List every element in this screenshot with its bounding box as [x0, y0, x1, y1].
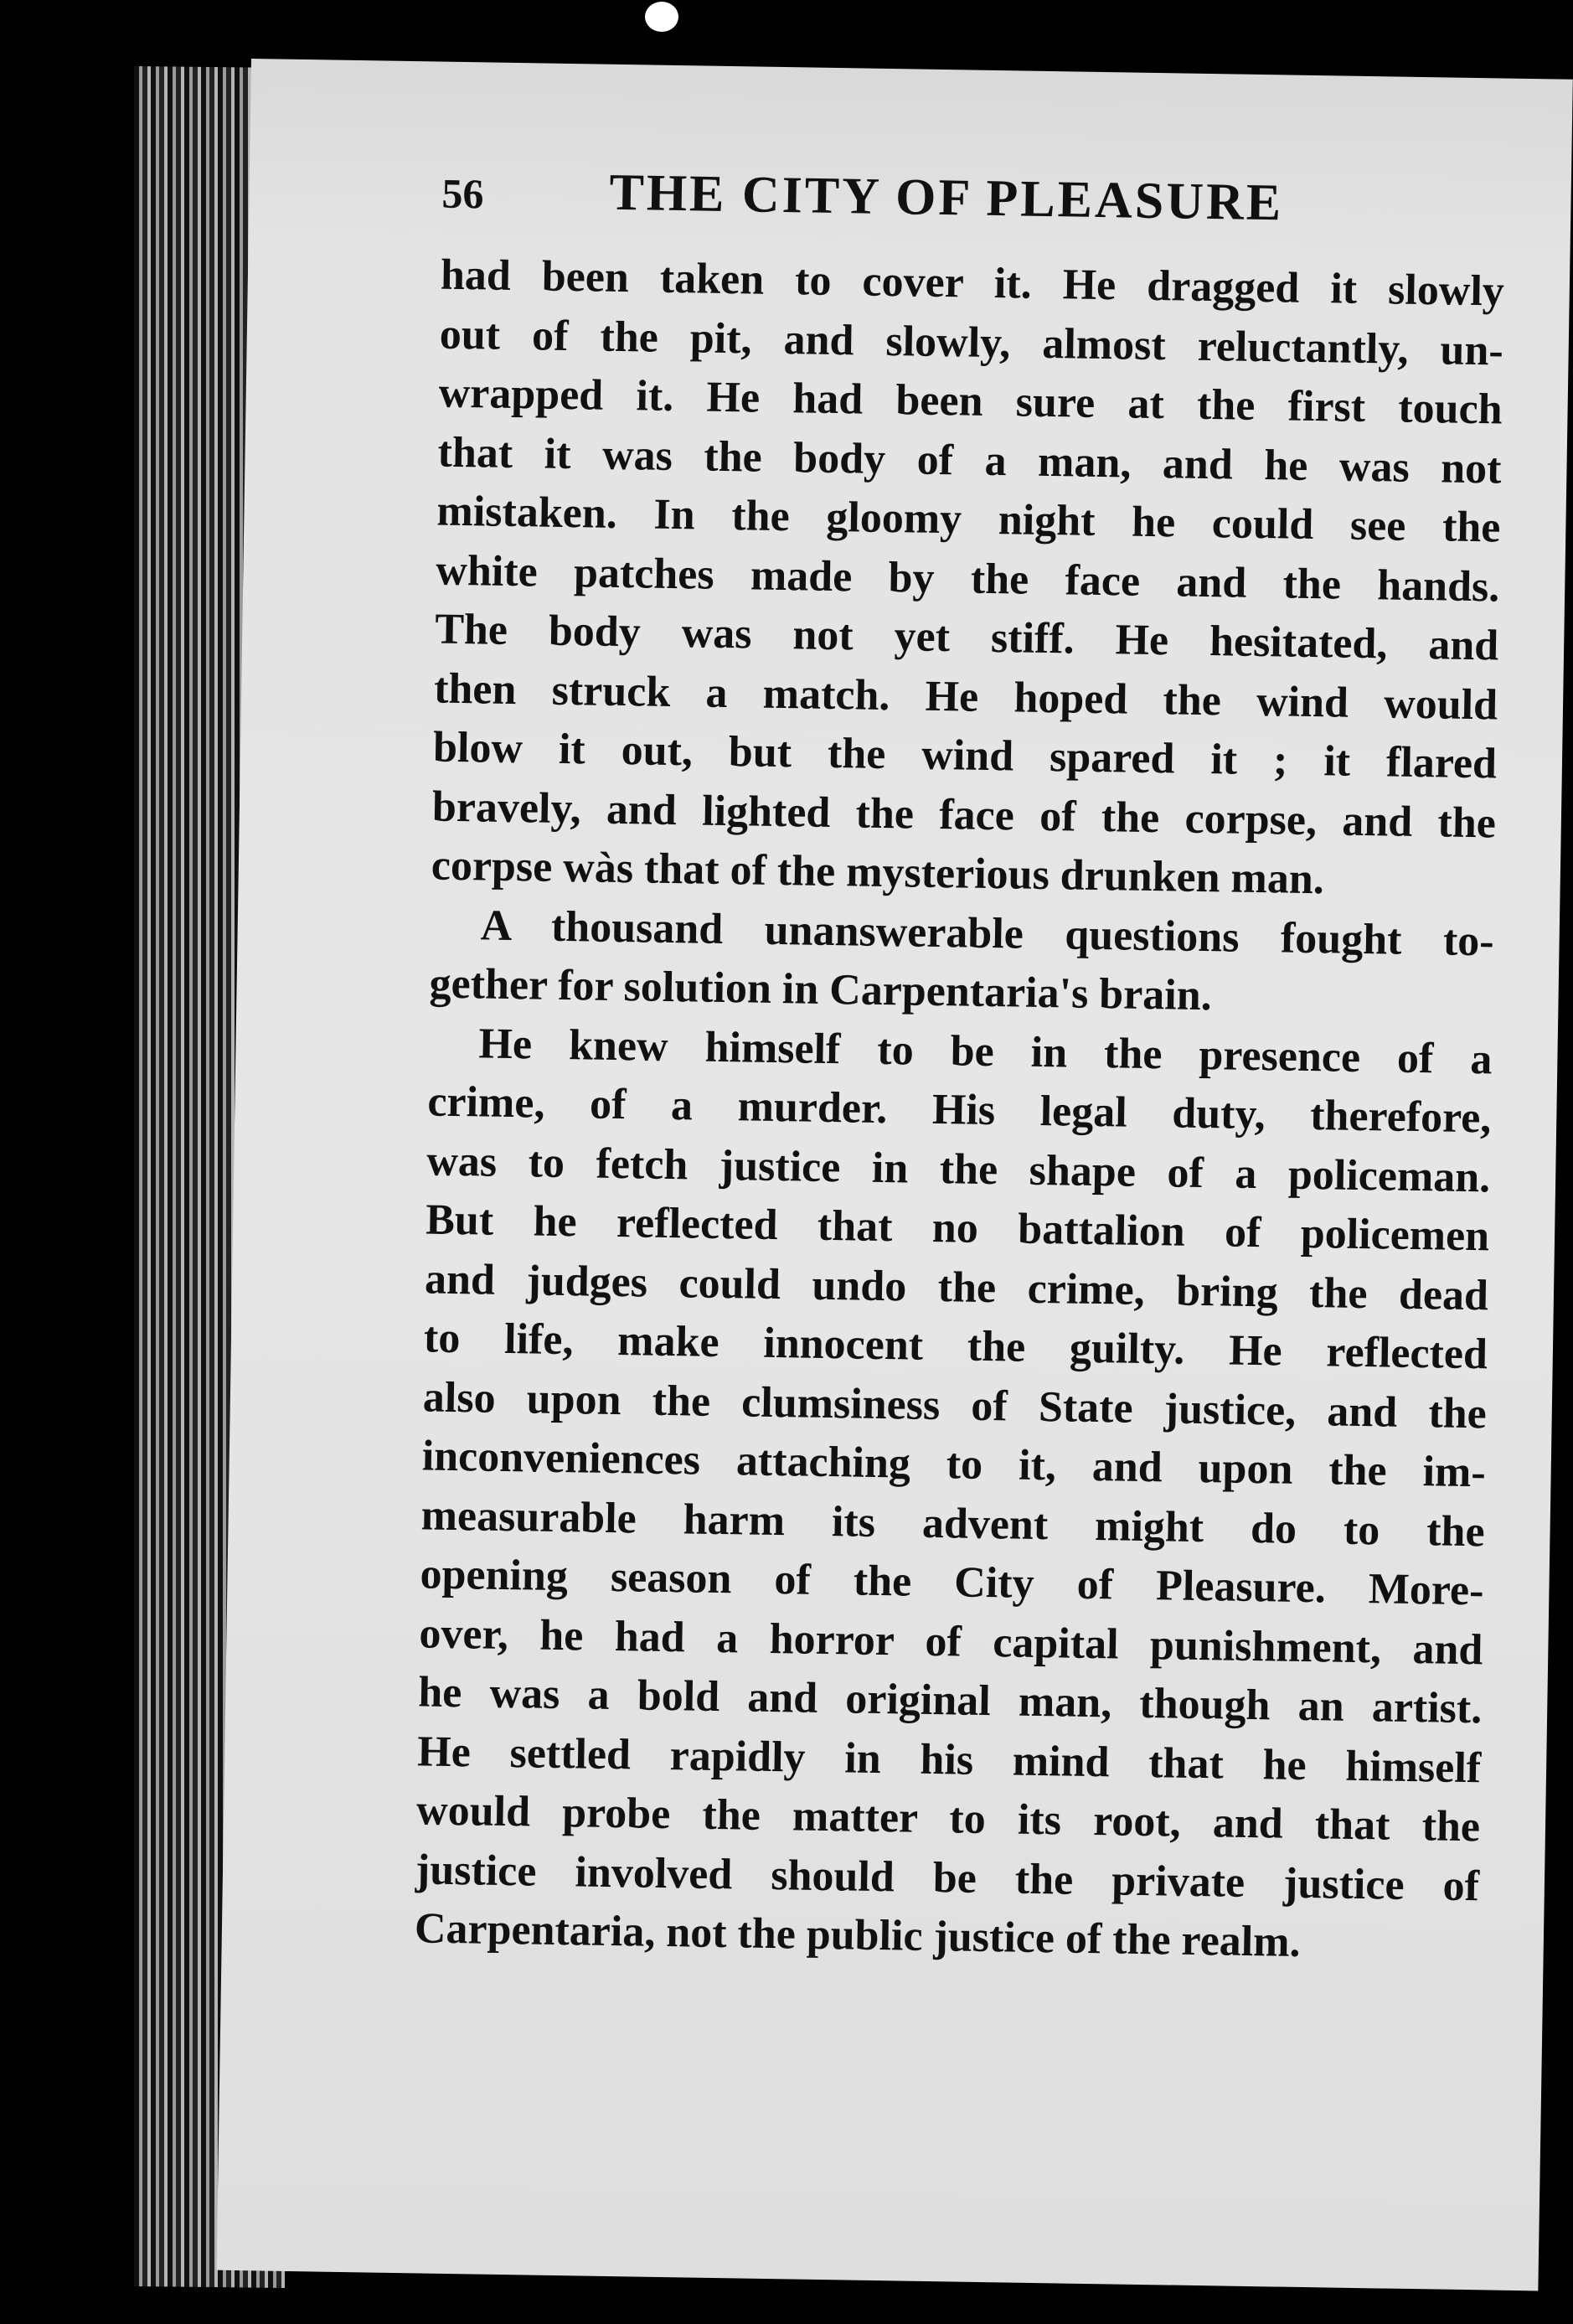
running-head: [441, 154, 1506, 246]
text-line: crime, of a murder. His legal duty, therefore,: [427, 1077, 1492, 1143]
text-line: was to fetch justice in the shape of a policeman.: [425, 1136, 1491, 1201]
text-line: corpse wàs that of the mysterious drunken man.: [431, 841, 1325, 904]
page-content: [414, 154, 1506, 1975]
text-line: then struck a match. He hoped the wind would: [433, 664, 1498, 729]
text-line: had been taken to cover it. He dragged it slowly: [440, 250, 1505, 316]
text-line: and judges could undo the crime, bring the dead: [424, 1254, 1489, 1320]
text-line: that it was the body of a man, and he was not: [437, 428, 1502, 493]
text-line: A thousand unanswerable questions fought to-: [480, 901, 1495, 965]
text-line: also upon the clumsiness of State justice, and the: [422, 1372, 1488, 1438]
running-title: THE CITY OF PLEASURE: [609, 163, 1284, 232]
text-line: to life, make innocent the guilty. He reflected: [423, 1314, 1488, 1379]
page-number: 56: [441, 169, 484, 218]
paragraph: [431, 246, 1504, 912]
text-line: would probe the matter to its root, and that the: [415, 1786, 1481, 1851]
scan-artifact: [645, 2, 678, 32]
text-line: He knew himself to be in the presence of a: [478, 1019, 1493, 1083]
paragraph: [429, 896, 1494, 1030]
body-text: [414, 246, 1504, 1975]
text-line: measurable harm its advent might do to the: [420, 1490, 1486, 1556]
text-line: white patches made by the face and the hands.: [435, 546, 1500, 611]
text-line: Carpentaria, not the public justice of the realm.: [414, 1904, 1301, 1966]
text-line: opening season of the City of Pleasure. More-: [420, 1550, 1484, 1615]
text-line: justice involved should be the private justice of: [415, 1845, 1480, 1910]
text-line: wrapped it. He had been sure at the first touch: [438, 369, 1503, 434]
paragraph: [414, 1014, 1493, 1975]
text-line: inconveniences attaching to it, and upon the im-: [421, 1432, 1487, 1497]
text-line: he was a bold and original man, though an artist.: [417, 1668, 1483, 1733]
text-line: out of the pit, and slowly, almost reluctantly, un-: [439, 310, 1504, 375]
text-line: But he reflected that no battalion of policemen: [425, 1196, 1490, 1261]
text-line: He settled rapidly in his mind that he himself: [416, 1727, 1482, 1792]
text-line: bravely, and lighted the face of the corpse, and the: [431, 782, 1497, 847]
text-line: gether for solution in Carpentaria's brain.: [429, 959, 1213, 1020]
book-page: [217, 59, 1573, 2290]
text-line: The body was not yet stiff. He hesitated, and: [434, 605, 1499, 670]
text-line: mistaken. In the gloomy night he could see the: [436, 487, 1501, 552]
text-line: over, he had a horror of capital punishment, and: [419, 1609, 1483, 1674]
text-line: blow it out, but the wind spared it ; it flared: [432, 723, 1498, 788]
